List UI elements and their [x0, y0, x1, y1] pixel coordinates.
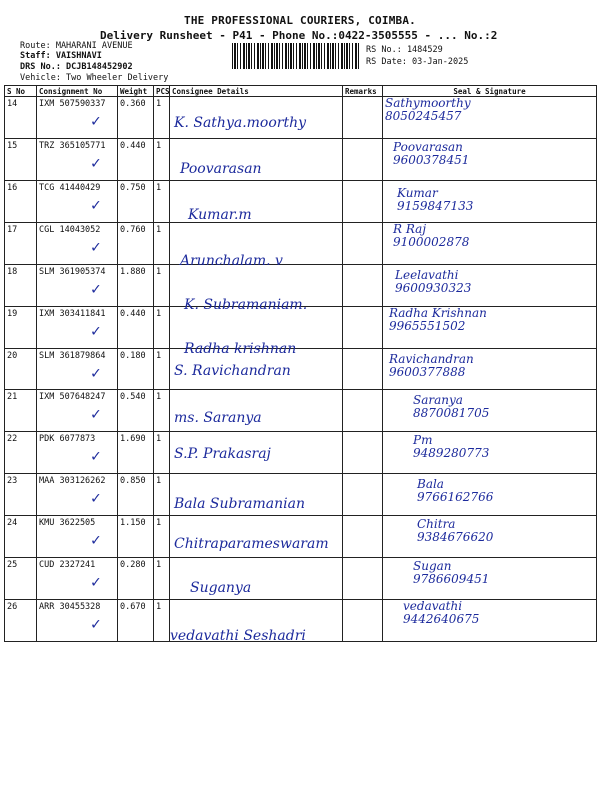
signature-phone: 9384676620 — [417, 530, 494, 545]
signature-text: Kumar — [397, 185, 438, 200]
signature-text: Chitra — [417, 517, 456, 532]
consignee-name: vedavathi Seshadri — [170, 628, 306, 645]
signature-phone: 9786609451 — [413, 572, 490, 587]
consignee-name: Poovarasan — [180, 160, 262, 177]
consignee-name: ms. Saranya — [174, 410, 262, 427]
signature-text: Pm — [413, 433, 433, 448]
consignment-cell — [37, 516, 118, 558]
weight-cell: 0.360 — [118, 97, 154, 139]
consignee-cell — [170, 97, 343, 139]
sno-cell: 17 — [5, 222, 37, 264]
runsheet-subtitle: Delivery Runsheet - P41 - Phone No.:0422-3505555 - ... No.:2 — [100, 29, 498, 42]
signature-phone: 9442640675 — [403, 612, 480, 627]
checkmark-icon: ✓ — [91, 614, 101, 634]
table-row — [5, 600, 597, 642]
consignment-cell — [37, 264, 118, 306]
barcode-image — [232, 43, 360, 69]
weight-cell: 0.180 — [118, 348, 154, 390]
signature-cell — [383, 558, 597, 600]
consignment-number: SLM 361905374 — [39, 266, 106, 277]
consignment-cell — [37, 558, 118, 600]
pcs-cell: 1 — [154, 516, 170, 558]
consignment-number: SLM 361879864 — [39, 350, 106, 361]
consignee-cell — [170, 306, 343, 357]
signature-text: Sugan — [413, 559, 452, 574]
table-header-row — [5, 86, 597, 97]
consignment-number: CGL 14043052 — [39, 224, 101, 235]
remarks-cell — [343, 600, 383, 642]
consignment-number: IXM 303411841 — [39, 308, 106, 319]
signature-cell — [383, 306, 597, 348]
signature-cell — [383, 432, 597, 474]
pcs-cell: 1 — [154, 432, 170, 474]
checkmark-icon: ✓ — [91, 488, 101, 508]
sno-cell: 19 — [5, 306, 37, 348]
col-consignment: Consignment No — [37, 86, 118, 97]
remarks-cell — [343, 306, 383, 348]
consignment-cell — [37, 180, 118, 222]
consignee-cell — [170, 390, 343, 432]
consignment-number: ARR 30455328 — [39, 602, 101, 613]
runsheet-table — [4, 85, 597, 645]
table-row — [5, 474, 597, 516]
rs-date: RS Date: 03-Jan-2025 — [366, 57, 469, 67]
vehicle-label: Vehicle: Two Wheeler Delivery — [20, 73, 169, 83]
remarks-cell — [343, 180, 383, 222]
consignment-number: TCG 41440429 — [39, 182, 101, 193]
remarks-cell — [343, 516, 383, 558]
consignee-name: Chitraparameswaram — [174, 536, 329, 553]
weight-cell: 0.540 — [118, 390, 154, 432]
signature-text: Poovarasan — [393, 139, 463, 154]
table-row — [5, 432, 597, 474]
signature-cell — [383, 348, 597, 390]
consignment-number: IXM 507648247 — [39, 392, 106, 403]
signature-cell — [383, 138, 597, 180]
pcs-cell: 1 — [154, 138, 170, 180]
consignee-cell — [170, 264, 343, 313]
checkmark-icon: ✓ — [91, 446, 101, 466]
signature-phone: 9965551502 — [389, 318, 466, 333]
weight-cell: 0.440 — [118, 306, 154, 348]
sno-cell: 16 — [5, 180, 37, 222]
pcs-cell: 1 — [154, 180, 170, 222]
col-consignee: Consignee Details — [170, 86, 343, 97]
weight-cell: 0.440 — [118, 138, 154, 180]
col-sno: S No — [5, 86, 37, 97]
consignee-cell — [170, 138, 343, 180]
checkmark-icon: ✓ — [91, 320, 101, 340]
checkmark-icon: ✓ — [91, 362, 101, 382]
rs-number: RS No.: 1484529 — [366, 45, 443, 55]
sno-cell: 23 — [5, 474, 37, 516]
signature-text: R Raj — [393, 221, 427, 236]
remarks-cell — [343, 348, 383, 390]
route-label: Route: MAHARANI AVENUE — [20, 41, 133, 51]
checkmark-icon: ✓ — [91, 152, 101, 172]
pcs-cell: 1 — [154, 348, 170, 390]
signature-phone: 8050245457 — [385, 109, 462, 123]
table-row — [5, 390, 597, 432]
table-row — [5, 306, 597, 348]
sno-cell: 25 — [5, 558, 37, 600]
consignment-number: TRZ 365105771 — [39, 140, 106, 151]
checkmark-icon: ✓ — [91, 572, 101, 592]
signature-text: Leelavathi — [395, 267, 459, 282]
table-row — [5, 558, 597, 600]
consignee-name: K. Subramaniam. — [184, 296, 308, 313]
consignee-cell — [170, 474, 343, 516]
consignment-number: PDK 6077873 — [39, 434, 96, 445]
consignment-cell — [37, 306, 118, 348]
checkmark-icon: ✓ — [91, 194, 101, 214]
sno-cell: 20 — [5, 348, 37, 390]
signature-phone: 9600377888 — [389, 364, 466, 379]
weight-cell: 0.760 — [118, 222, 154, 264]
company-title: THE PROFESSIONAL COURIERS, COIMBA. — [184, 14, 416, 27]
consignment-cell — [37, 222, 118, 264]
weight-cell: 0.750 — [118, 180, 154, 222]
consignee-name: Kumar.m — [188, 206, 252, 223]
checkmark-icon: ✓ — [91, 278, 101, 298]
signature-cell — [383, 264, 597, 306]
signature-text: Radha Krishnan — [389, 305, 487, 320]
signature-cell — [383, 474, 597, 516]
remarks-cell — [343, 264, 383, 306]
pcs-cell: 1 — [154, 306, 170, 348]
checkmark-icon: ✓ — [91, 530, 101, 550]
sno-cell: 18 — [5, 264, 37, 306]
signature-cell — [383, 390, 597, 432]
consignee-cell — [170, 432, 343, 474]
sno-cell: 26 — [5, 600, 37, 642]
consignment-cell — [37, 97, 118, 139]
pcs-cell: 1 — [154, 264, 170, 306]
consignee-cell — [170, 600, 343, 645]
remarks-cell — [343, 138, 383, 180]
weight-cell: 0.850 — [118, 474, 154, 516]
col-pcs: PCS — [154, 86, 170, 97]
consignment-cell — [37, 474, 118, 516]
remarks-cell — [343, 222, 383, 264]
consignment-cell — [37, 390, 118, 432]
signature-cell — [383, 516, 597, 558]
pcs-cell: 1 — [154, 474, 170, 516]
sno-cell: 21 — [5, 390, 37, 432]
weight-cell: 1.150 — [118, 516, 154, 558]
staff-label: Staff: VAISHNAVI — [20, 51, 102, 61]
col-weight: Weight — [118, 86, 154, 97]
sno-cell: 14 — [5, 97, 37, 139]
signature-phone: 9600378451 — [393, 152, 470, 167]
table-row — [5, 516, 597, 558]
sno-cell: 22 — [5, 432, 37, 474]
signature-cell — [383, 97, 597, 139]
consignment-cell — [37, 138, 118, 180]
signature-cell — [383, 180, 597, 222]
consignee-cell — [170, 558, 343, 600]
consignee-name: S.P. Prakasraj — [174, 446, 271, 463]
consignee-cell — [170, 180, 343, 222]
col-signature: Seal & Signature — [383, 86, 597, 97]
checkmark-icon: ✓ — [91, 404, 101, 424]
consignee-name: S. Ravichandran — [174, 362, 291, 379]
consignment-cell — [37, 432, 118, 474]
consignee-name: Radha krishnan — [184, 340, 297, 357]
signature-phone: 8870081705 — [413, 406, 490, 421]
remarks-cell — [343, 558, 383, 600]
table-row — [5, 180, 597, 222]
consignee-name: Arunchalam. v — [180, 252, 283, 269]
consignee-cell — [170, 222, 343, 269]
table-row — [5, 222, 597, 264]
consignment-number: IXM 507590337 — [39, 99, 106, 109]
signature-cell — [383, 600, 597, 642]
sno-cell: 24 — [5, 516, 37, 558]
table-row — [5, 264, 597, 306]
remarks-cell — [343, 474, 383, 516]
consignee-cell — [170, 516, 343, 558]
signature-phone: 9100002878 — [393, 234, 470, 249]
pcs-cell: 1 — [154, 222, 170, 264]
signature-phone: 9489280773 — [413, 446, 490, 461]
signature-text: Bala — [417, 477, 444, 492]
checkmark-icon: ✓ — [91, 111, 101, 130]
col-remarks: Remarks — [343, 86, 383, 97]
consignee-cell — [170, 348, 343, 390]
weight-cell: 0.670 — [118, 600, 154, 642]
pcs-cell: 1 — [154, 97, 170, 139]
consignment-cell — [37, 600, 118, 642]
signature-text: Saranya — [413, 393, 463, 408]
table-row — [5, 348, 597, 390]
remarks-cell — [343, 432, 383, 474]
table-row — [5, 138, 597, 180]
signature-phone: 9600930323 — [395, 280, 472, 295]
drs-number: DRS No.: DCJB148452902 — [20, 62, 133, 72]
sno-cell: 15 — [5, 138, 37, 180]
remarks-cell — [343, 390, 383, 432]
consignee-name: K. Sathya.moorthy — [174, 115, 307, 131]
signature-text: Sathymoorthy — [385, 96, 471, 110]
pcs-cell: 1 — [154, 390, 170, 432]
checkmark-icon: ✓ — [91, 236, 101, 256]
consignment-number: MAA 303126262 — [39, 476, 106, 487]
table-row — [5, 97, 597, 139]
consignee-name: Bala Subramanian — [174, 496, 305, 513]
signature-phone: 9159847133 — [397, 198, 474, 213]
pcs-cell: 1 — [154, 558, 170, 600]
consignment-number: CUD 2327241 — [39, 560, 96, 571]
consignment-number: KMU 3622505 — [39, 518, 96, 529]
pcs-cell: 1 — [154, 600, 170, 642]
signature-phone: 9766162766 — [417, 490, 494, 505]
remarks-cell — [343, 97, 383, 139]
consignee-name: Suganya — [190, 580, 252, 597]
signature-text: Ravichandran — [389, 351, 474, 366]
signature-cell — [383, 222, 597, 264]
signature-text: vedavathi — [403, 599, 463, 614]
consignment-cell — [37, 348, 118, 390]
weight-cell: 0.280 — [118, 558, 154, 600]
weight-cell: 1.880 — [118, 264, 154, 306]
weight-cell: 1.690 — [118, 432, 154, 474]
